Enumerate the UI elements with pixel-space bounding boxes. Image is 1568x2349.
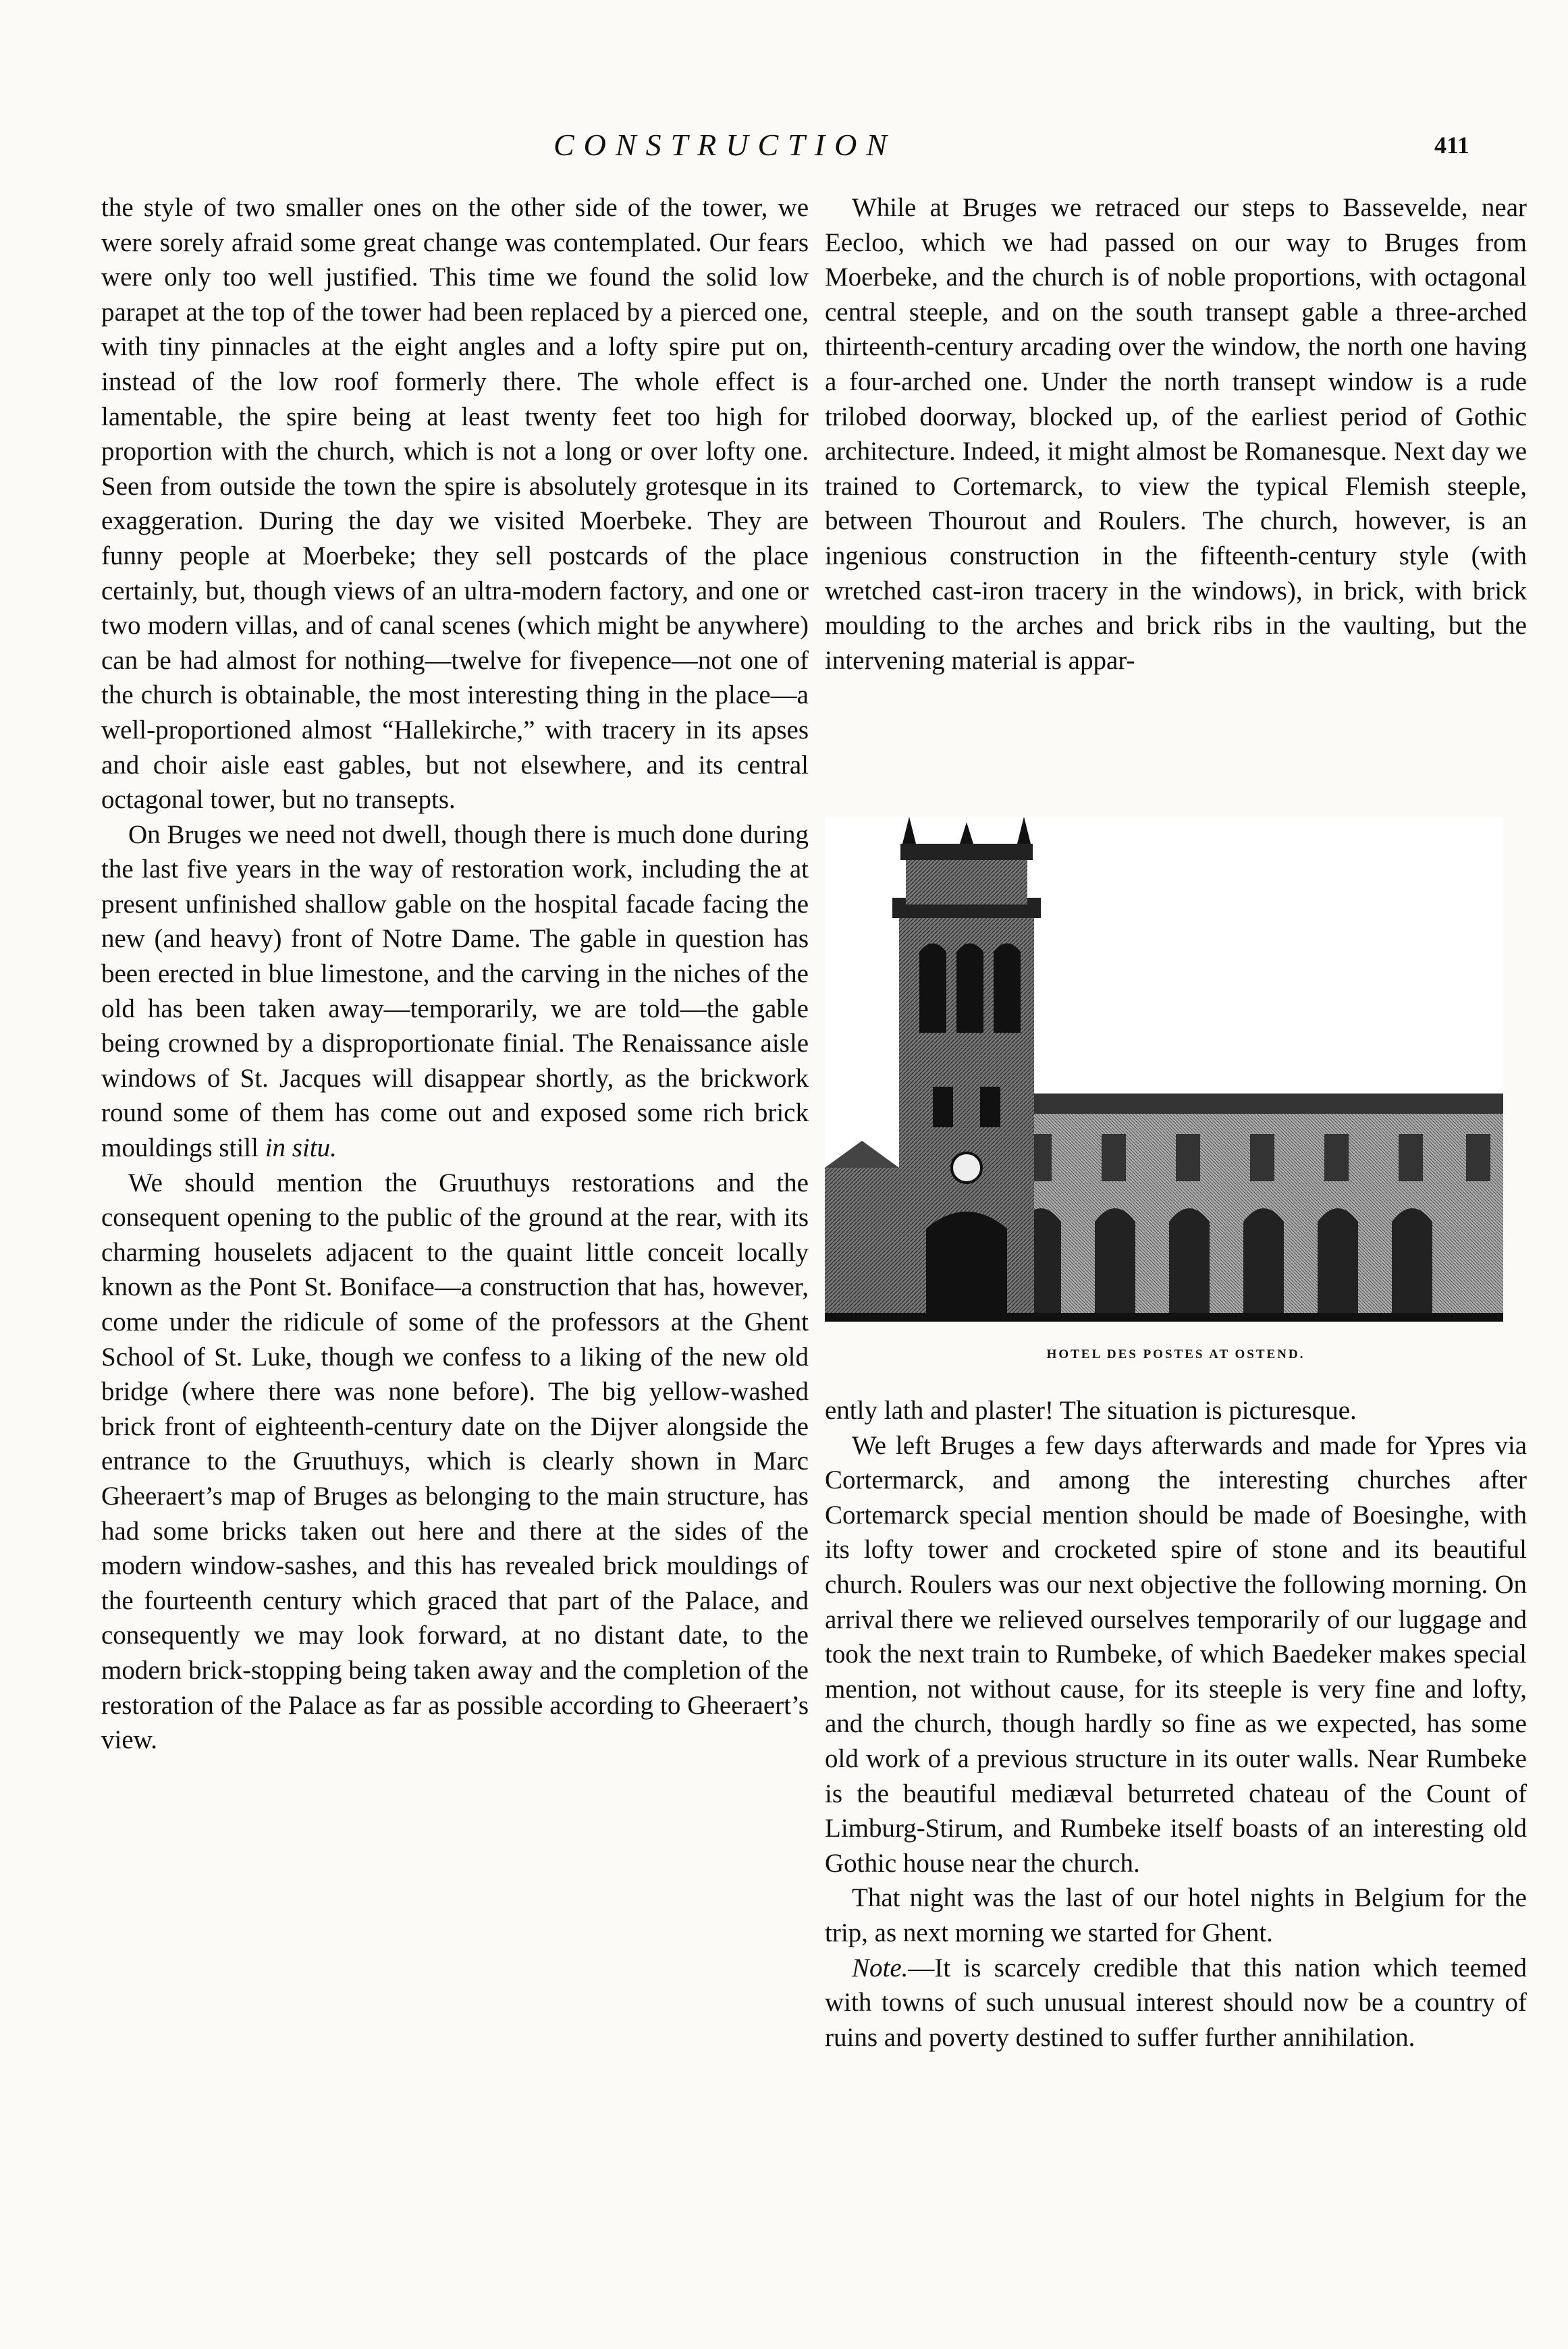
- right-column-bottom: [825, 1393, 1527, 2055]
- left-column: [101, 190, 809, 1758]
- right-column-top: [825, 190, 1527, 678]
- note-text: —It is scarcely credible that this nation which teemed with towns of such unusual interest should now be a country of ruins and poverty destined to suffer further annihilation.: [825, 1953, 1527, 2052]
- left-paragraph-2: [101, 817, 809, 1166]
- hotel-des-postes-photo: [825, 817, 1503, 1322]
- left-paragraph-1: the style of two smaller ones on the other side of the tower, we were sorely afraid some great change was contemplated. Our fears were only too well justified. This time we found the solid low parapet at the top of the tower had been replaced by a pierced one, with tiny pinnacles at the eight angles and a lofty spire put on, instead of the low roof formerly there. The whole effect is lamentable, the spire being at least twenty feet too high for proportion with the church, which is not a long or over lofty one. Seen from outside the town the spire is absolutely grotesque in its exaggeration. During the day we visited Moerbeke. They are funny people at Moerbeke; they sell postcards of the place certainly, but, though views of an ultra-modern factory, and one or two modern villas, and of canal scenes (which might be anywhere) can be had almost for nothing—twelve for fivepence—not one of the church is obtainable, the most interesting thing in the place—a well-proportioned almost “Hallekirche,” with tracery in its apses and choir aisle east gables, but not elsewhere, and its central octagonal tower, but no transepts.: [101, 193, 809, 815]
- note-paragraph: [825, 1951, 1527, 2055]
- right-paragraph-3: We left Bruges a few days afterwards and made for Ypres via Cortermarck, and among the interesting churches after Cortemarck special mention should be made of Boesinghe, with its lofty tower and crocketed spire of stone and its beautiful church. Roulers was our next objective the following morning. On arrival there we relieved ourselves temporarily of our luggage and took the next train to Rumbeke, of which Baedeker makes special mention, not without cause, for its steeple is very fine and lofty, and the church, though hardly so fine as we expected, has some old work of a previous structure in its outer walls. Near Rumbeke is the beautiful mediæval beturreted chateau of the Count of Limburg-Stirum, and Rumbeke itself boasts of an interesting old Gothic house near the church.: [825, 1430, 1527, 1878]
- right-paragraph-2: ently lath and plaster! The situation is picturesque.: [825, 1396, 1357, 1425]
- in-situ-italic: in situ.: [265, 1133, 337, 1163]
- building-engraving-image: [825, 817, 1503, 1320]
- page-number: 411: [1434, 132, 1470, 159]
- left-paragraph-2-text: On Bruges we need not dwell, though there is much done during the last five years in the way of restoration work, including the at present unfinished shallow gable on the hospital facade facing the new (and heavy) front of Notre Dame. The gable in question has been erected in blue limestone, and the carving in the niches of the old has been taken away—temporarily, we are told—the gable being crowned by a disproportionate finial. The Renaissance aisle windows of St. Jacques will disappear shortly, as the brickwork round some of them has come out and exposed some rich brick mouldings still: [101, 819, 809, 1163]
- right-paragraph-4: That night was the last of our hotel nights in Belgium for the trip, as next morning we started for Ghent.: [825, 1883, 1527, 1947]
- note-label: Note.: [852, 1953, 909, 1982]
- left-paragraph-3: We should mention the Gruuthuys restorations and the consequent opening to the public of the ground at the rear, with its charming houselets adjacent to the quaint little conceit locally known as the Pont St. Boniface—a construction that has, however, come under the ridicule of some of the professors at the Ghent School of St. Luke, though we confess to a liking of the new old bridge (where there was none before). The big yellow-washed brick front of eighteenth-century date on the Dijver alongside the entrance to the Gruuthuys, which is clearly shown in Marc Gheeraert’s map of Bruges as belonging to the main structure, has had some bricks taken out here and there at the sides of the modern window-sashes, and this has revealed brick mouldings of the fourteenth century which graced that part of the Palace, and consequently we may look forward, at no distant date, to the modern brick-stopping being taken away and the completion of the restoration of the Palace as far as possible according to Gheeraert’s view.: [101, 1168, 809, 1755]
- running-header-title: CONSTRUCTION: [553, 128, 896, 162]
- right-paragraph-1: While at Bruges we retraced our steps to Bassevelde, near Eecloo, which we had passed on our way to Bruges from Moerbeke, and the church is of noble proportions, with octagonal central steeple, and on the south transept gable a three-arched thirteenth-century arcading over the window, the north one having a four-arched one. Under the north transept window is a rude trilobed doorway, blocked up, of the earliest period of Gothic architecture. Indeed, it might almost be Romanesque. Next day we trained to Cortemarck, to view the typical Flemish steeple, between Thourout and Roulers. The church, however, is an ingenious construction in the fifteenth-century style (with wretched cast-iron tracery in the windows), in brick, with brick moulding to the arches and brick ribs in the vaulting, but the intervening material is appar-: [825, 193, 1527, 675]
- figure-caption: HOTEL DES POSTES AT OSTEND.: [1046, 1347, 1305, 1361]
